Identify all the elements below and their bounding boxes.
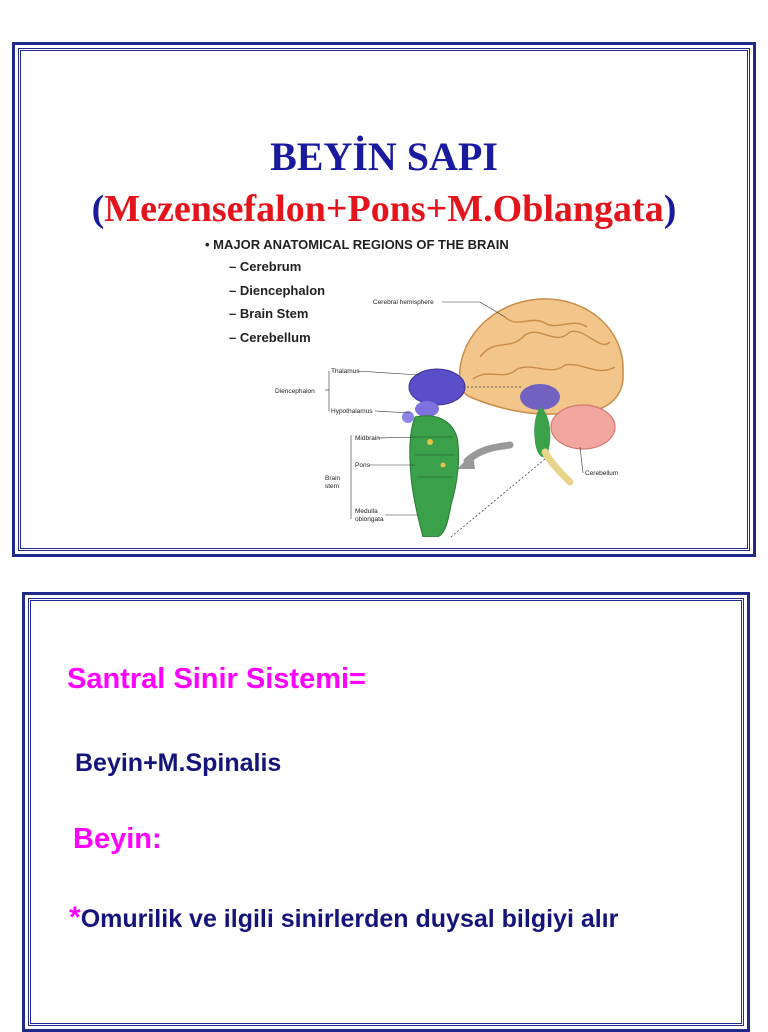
- subtitle-paren-close: ): [663, 188, 677, 230]
- cns-definition: Beyin+M.Spinalis: [75, 749, 282, 777]
- bullet-text: Omurilik ve ilgili sinirlerden duysal bilgiyi alır: [80, 905, 619, 933]
- label-medulla-1: Medulla: [355, 508, 378, 515]
- brainstem-shape: [410, 416, 459, 537]
- figure-heading: • MAJOR ANATOMICAL REGIONS OF THE BRAIN: [205, 237, 509, 252]
- beyin-heading: Beyin:: [73, 823, 162, 855]
- label-midbrain: Midbrain: [355, 435, 380, 442]
- label-medulla-2: oblongata: [355, 516, 384, 523]
- slide-subtitle: [15, 187, 753, 231]
- bullet-star: *: [69, 901, 81, 934]
- region-list: [229, 259, 325, 353]
- label-diencephalon: Diencephalon: [275, 388, 315, 395]
- label-cerebellum: Cerebellum: [585, 470, 619, 477]
- label-brain-stem-1: Brain: [325, 475, 341, 482]
- slide-brainstem: [12, 42, 756, 557]
- label-pons: Pons: [355, 462, 370, 469]
- region-item: – Brain Stem: [229, 306, 325, 330]
- slide-title: BEYİN SAPI: [270, 134, 498, 179]
- label-thalamus: Thalamus: [331, 368, 360, 375]
- region-item: – Diencephalon: [229, 283, 325, 307]
- cns-heading: Santral Sinir Sistemi=: [67, 663, 366, 695]
- label-brain-stem-2: stem: [325, 483, 340, 490]
- subtitle-paren-open: (: [91, 188, 105, 230]
- brain-anatomy-figure: [205, 237, 645, 537]
- region-item: – Cerebrum: [229, 259, 325, 283]
- label-hypothalamus: Hypothalamus: [331, 408, 373, 415]
- label-cerebral-hemisphere: Cerebral hemisphere: [373, 299, 434, 306]
- region-item: – Cerebellum: [229, 330, 325, 354]
- beyin-bullet: [59, 901, 699, 936]
- subtitle-text: Mezensefalon+Pons+M.Oblangata: [104, 188, 664, 230]
- slide-cns: [22, 592, 750, 1032]
